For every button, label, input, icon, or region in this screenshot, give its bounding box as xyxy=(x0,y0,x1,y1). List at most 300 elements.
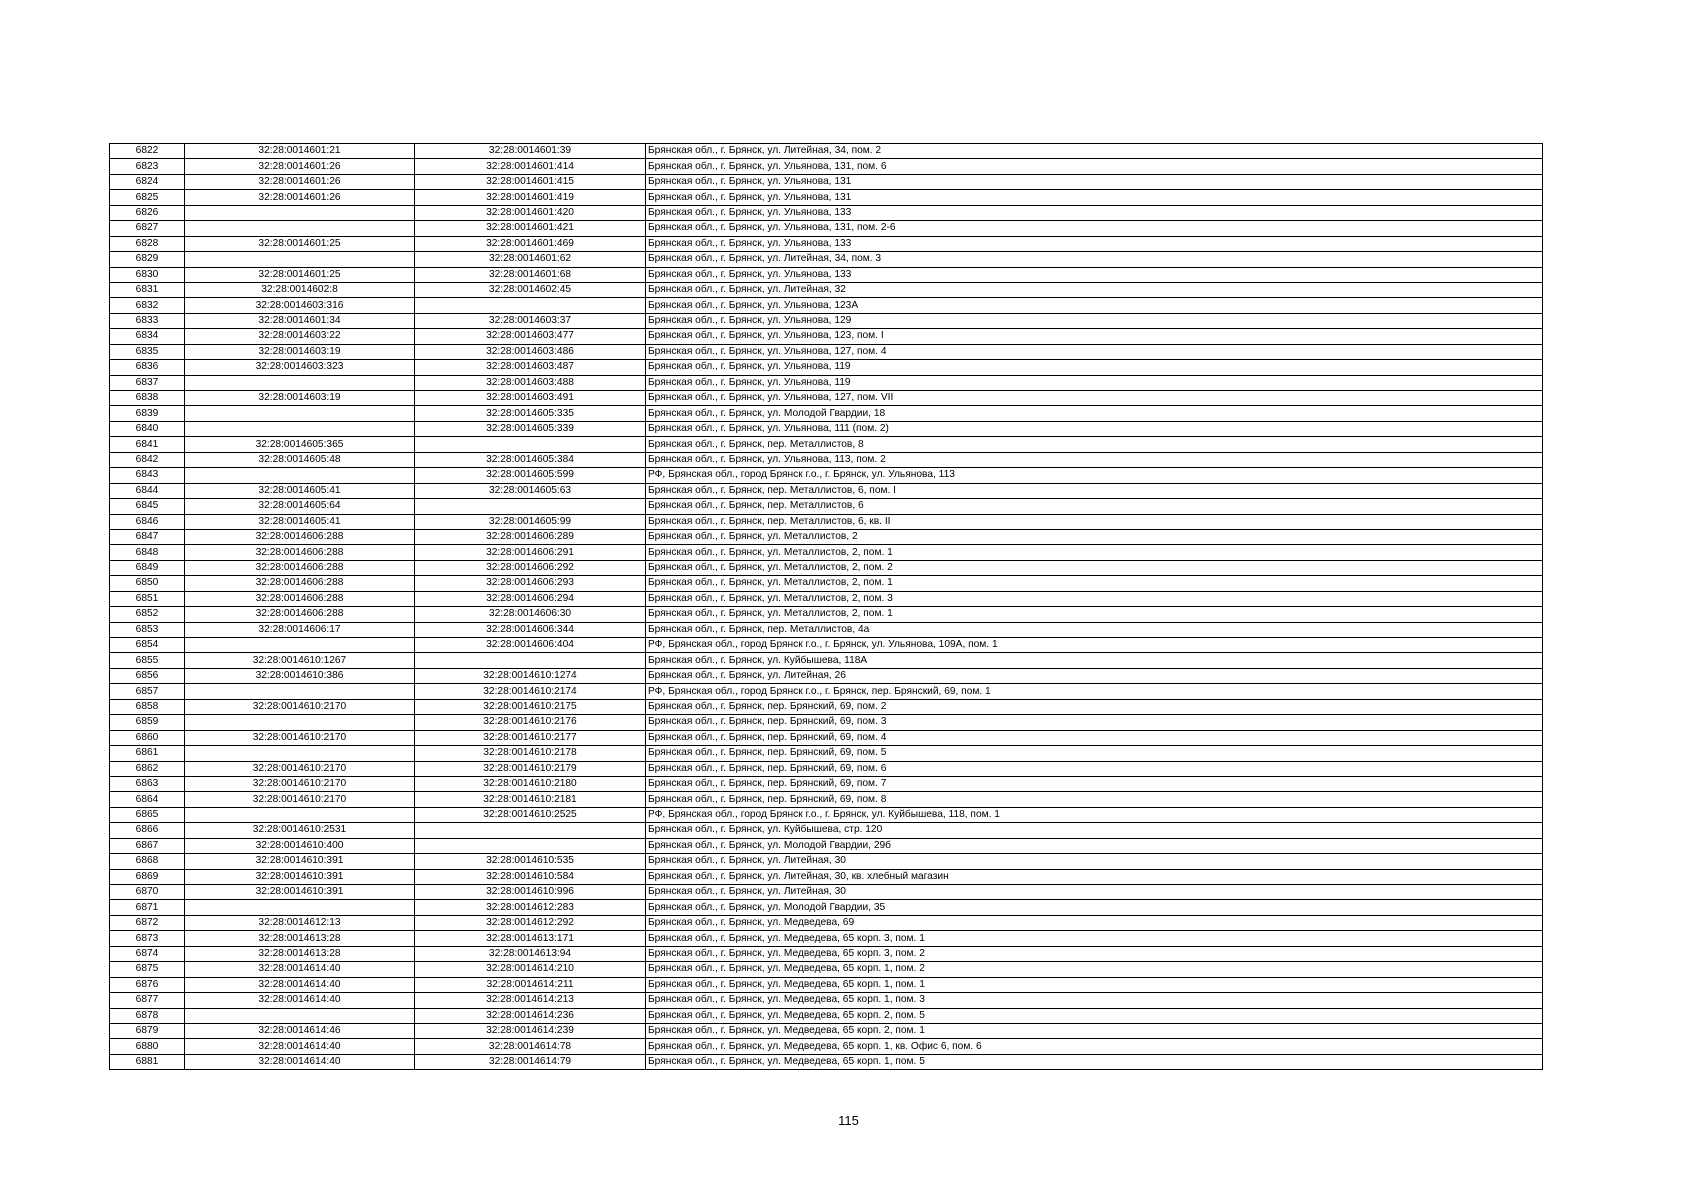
cadastral-number-cell: 32:28:0014606:294 xyxy=(415,591,646,606)
parent-cadastral-number-cell xyxy=(185,638,415,653)
row-number-cell: 6876 xyxy=(110,977,185,992)
table-row xyxy=(110,869,1543,884)
table-row xyxy=(110,807,1543,822)
table-row xyxy=(110,360,1543,375)
cadastral-number-cell xyxy=(415,437,646,452)
table-row xyxy=(110,313,1543,328)
cadastral-number-cell: 32:28:0014605:384 xyxy=(415,452,646,467)
parent-cadastral-number-cell xyxy=(185,205,415,220)
cadastral-number-cell: 32:28:0014614:213 xyxy=(415,993,646,1008)
address-cell: Брянская обл., г. Брянск, ул. Медведева, 65 корп. 1, пом. 2 xyxy=(646,962,1543,977)
address-cell: РФ, Брянская обл., город Брянск г.о., г. Брянск, ул. Ульянова, 109А, пом. 1 xyxy=(646,638,1543,653)
parent-cadastral-number-cell xyxy=(185,468,415,483)
row-number-cell: 6855 xyxy=(110,653,185,668)
table-row xyxy=(110,730,1543,745)
cadastral-number-cell: 32:28:0014606:291 xyxy=(415,545,646,560)
table-row xyxy=(110,931,1543,946)
cadastral-number-cell: 32:28:0014610:2176 xyxy=(415,715,646,730)
cadastral-number-cell: 32:28:0014614:210 xyxy=(415,962,646,977)
address-cell: Брянская обл., г. Брянск, пер. Брянский, 69, пом. 6 xyxy=(646,761,1543,776)
parent-cadastral-number-cell: 32:28:0014605:41 xyxy=(185,514,415,529)
parent-cadastral-number-cell: 32:28:0014606:288 xyxy=(185,529,415,544)
address-cell: Брянская обл., г. Брянск, ул. Ульянова, 131, пом. 6 xyxy=(646,159,1543,174)
address-cell: Брянская обл., г. Брянск, ул. Ульянова, 111 (пом. 2) xyxy=(646,421,1543,436)
parent-cadastral-number-cell xyxy=(185,1008,415,1023)
address-cell: Брянская обл., г. Брянск, ул. Ульянова, 133 xyxy=(646,205,1543,220)
parent-cadastral-number-cell: 32:28:0014601:25 xyxy=(185,267,415,282)
cadastral-number-cell: 32:28:0014601:68 xyxy=(415,267,646,282)
address-cell: Брянская обл., г. Брянск, ул. Ульянова, 123, пом. I xyxy=(646,329,1543,344)
parent-cadastral-number-cell: 32:28:0014610:391 xyxy=(185,854,415,869)
table-row xyxy=(110,391,1543,406)
table-row xyxy=(110,252,1543,267)
cadastral-number-cell: 32:28:0014601:421 xyxy=(415,221,646,236)
table-row xyxy=(110,638,1543,653)
row-number-cell: 6826 xyxy=(110,205,185,220)
parent-cadastral-number-cell: 32:28:0014601:21 xyxy=(185,144,415,159)
cadastral-number-cell: 32:28:0014605:63 xyxy=(415,483,646,498)
table-row xyxy=(110,977,1543,992)
table-row xyxy=(110,684,1543,699)
address-cell: Брянская обл., г. Брянск, ул. Молодой Гвардии, 29б xyxy=(646,838,1543,853)
row-number-cell: 6867 xyxy=(110,838,185,853)
table-row xyxy=(110,746,1543,761)
parent-cadastral-number-cell: 32:28:0014610:2531 xyxy=(185,823,415,838)
parent-cadastral-number-cell: 32:28:0014603:323 xyxy=(185,360,415,375)
address-cell: Брянская обл., г. Брянск, ул. Ульянова, 131, пом. 2-6 xyxy=(646,221,1543,236)
cadastral-number-cell: 32:28:0014606:344 xyxy=(415,622,646,637)
table-row xyxy=(110,576,1543,591)
parent-cadastral-number-cell: 32:28:0014605:48 xyxy=(185,452,415,467)
table-row xyxy=(110,545,1543,560)
address-cell: Брянская обл., г. Брянск, ул. Металлистов, 2, пом. 1 xyxy=(646,576,1543,591)
table-row xyxy=(110,190,1543,205)
table-row xyxy=(110,236,1543,251)
row-number-cell: 6854 xyxy=(110,638,185,653)
table-row xyxy=(110,607,1543,622)
address-cell: Брянская обл., г. Брянск, ул. Медведева, 65 корп. 2, пом. 1 xyxy=(646,1023,1543,1038)
parent-cadastral-number-cell: 32:28:0014605:365 xyxy=(185,437,415,452)
row-number-cell: 6827 xyxy=(110,221,185,236)
table-row xyxy=(110,854,1543,869)
address-cell: Брянская обл., г. Брянск, пер. Металлистов, 6 xyxy=(646,499,1543,514)
table-row xyxy=(110,715,1543,730)
parent-cadastral-number-cell: 32:28:0014606:288 xyxy=(185,576,415,591)
row-number-cell: 6846 xyxy=(110,514,185,529)
cadastral-number-cell: 32:28:0014603:477 xyxy=(415,329,646,344)
address-cell: Брянская обл., г. Брянск, ул. Ульянова, 133 xyxy=(646,267,1543,282)
address-cell: Брянская обл., г. Брянск, ул. Ульянова, 113, пом. 2 xyxy=(646,452,1543,467)
cadastral-number-cell: 32:28:0014606:293 xyxy=(415,576,646,591)
cadastral-number-cell: 32:28:0014614:79 xyxy=(415,1054,646,1069)
row-number-cell: 6836 xyxy=(110,360,185,375)
cadastral-number-cell: 32:28:0014614:236 xyxy=(415,1008,646,1023)
table-row xyxy=(110,437,1543,452)
parent-cadastral-number-cell xyxy=(185,406,415,421)
address-cell: Брянская обл., г. Брянск, ул. Куйбышева, стр. 120 xyxy=(646,823,1543,838)
table-row xyxy=(110,468,1543,483)
row-number-cell: 6852 xyxy=(110,607,185,622)
parent-cadastral-number-cell xyxy=(185,900,415,915)
table-row xyxy=(110,421,1543,436)
parent-cadastral-number-cell: 32:28:0014606:288 xyxy=(185,545,415,560)
cadastral-number-cell: 32:28:0014605:339 xyxy=(415,421,646,436)
row-number-cell: 6834 xyxy=(110,329,185,344)
address-cell: Брянская обл., г. Брянск, пер. Металлистов, 8 xyxy=(646,437,1543,452)
parent-cadastral-number-cell: 32:28:0014606:17 xyxy=(185,622,415,637)
table-row xyxy=(110,915,1543,930)
row-number-cell: 6845 xyxy=(110,499,185,514)
cadastral-number-cell: 32:28:0014603:488 xyxy=(415,375,646,390)
parent-cadastral-number-cell: 32:28:0014603:19 xyxy=(185,391,415,406)
registry-table-body xyxy=(110,144,1543,1070)
table-row xyxy=(110,668,1543,683)
cadastral-number-cell: 32:28:0014601:419 xyxy=(415,190,646,205)
row-number-cell: 6860 xyxy=(110,730,185,745)
table-row xyxy=(110,993,1543,1008)
table-row xyxy=(110,205,1543,220)
address-cell: Брянская обл., г. Брянск, ул. Литейная, 32 xyxy=(646,282,1543,297)
cadastral-number-cell: 32:28:0014606:289 xyxy=(415,529,646,544)
parent-cadastral-number-cell: 32:28:0014610:2170 xyxy=(185,776,415,791)
address-cell: Брянская обл., г. Брянск, ул. Литейная, 34, пом. 2 xyxy=(646,144,1543,159)
table-row xyxy=(110,761,1543,776)
cadastral-number-cell: 32:28:0014610:1274 xyxy=(415,668,646,683)
cadastral-number-cell: 32:28:0014603:491 xyxy=(415,391,646,406)
address-cell: Брянская обл., г. Брянск, ул. Медведева, 65 корп. 3, пом. 1 xyxy=(646,931,1543,946)
row-number-cell: 6824 xyxy=(110,174,185,189)
parent-cadastral-number-cell xyxy=(185,715,415,730)
table-row xyxy=(110,1008,1543,1023)
row-number-cell: 6862 xyxy=(110,761,185,776)
parent-cadastral-number-cell: 32:28:0014610:386 xyxy=(185,668,415,683)
row-number-cell: 6839 xyxy=(110,406,185,421)
row-number-cell: 6838 xyxy=(110,391,185,406)
address-cell: Брянская обл., г. Брянск, ул. Металлистов, 2, пом. 3 xyxy=(646,591,1543,606)
cadastral-number-cell: 32:28:0014602:45 xyxy=(415,282,646,297)
cadastral-number-cell: 32:28:0014601:415 xyxy=(415,174,646,189)
row-number-cell: 6841 xyxy=(110,437,185,452)
row-number-cell: 6873 xyxy=(110,931,185,946)
row-number-cell: 6842 xyxy=(110,452,185,467)
cadastral-number-cell: 32:28:0014612:292 xyxy=(415,915,646,930)
row-number-cell: 6869 xyxy=(110,869,185,884)
row-number-cell: 6865 xyxy=(110,807,185,822)
row-number-cell: 6880 xyxy=(110,1039,185,1054)
parent-cadastral-number-cell: 32:28:0014610:2170 xyxy=(185,761,415,776)
table-row xyxy=(110,221,1543,236)
address-cell: Брянская обл., г. Брянск, ул. Ульянова, 127, пом. 4 xyxy=(646,344,1543,359)
table-row xyxy=(110,159,1543,174)
table-row xyxy=(110,529,1543,544)
address-cell: Брянская обл., г. Брянск, пер. Брянский, 69, пом. 7 xyxy=(646,776,1543,791)
table-row xyxy=(110,1023,1543,1038)
row-number-cell: 6875 xyxy=(110,962,185,977)
cadastral-number-cell: 32:28:0014614:211 xyxy=(415,977,646,992)
row-number-cell: 6858 xyxy=(110,699,185,714)
table-row xyxy=(110,699,1543,714)
parent-cadastral-number-cell: 32:28:0014610:2170 xyxy=(185,792,415,807)
cadastral-number-cell: 32:28:0014613:94 xyxy=(415,946,646,961)
row-number-cell: 6848 xyxy=(110,545,185,560)
cadastral-number-cell: 32:28:0014610:2179 xyxy=(415,761,646,776)
row-number-cell: 6843 xyxy=(110,468,185,483)
table-row xyxy=(110,838,1543,853)
row-number-cell: 6823 xyxy=(110,159,185,174)
cadastral-number-cell: 32:28:0014610:2175 xyxy=(415,699,646,714)
address-cell: Брянская обл., г. Брянск, пер. Брянский, 69, пом. 5 xyxy=(646,746,1543,761)
parent-cadastral-number-cell: 32:28:0014601:26 xyxy=(185,174,415,189)
row-number-cell: 6861 xyxy=(110,746,185,761)
parent-cadastral-number-cell: 32:28:0014614:40 xyxy=(185,993,415,1008)
table-row xyxy=(110,823,1543,838)
address-cell: Брянская обл., г. Брянск, ул. Ульянова, 119 xyxy=(646,375,1543,390)
parent-cadastral-number-cell: 32:28:0014614:40 xyxy=(185,962,415,977)
parent-cadastral-number-cell: 32:28:0014612:13 xyxy=(185,915,415,930)
address-cell: Брянская обл., г. Брянск, ул. Литейная, 34, пом. 3 xyxy=(646,252,1543,267)
row-number-cell: 6856 xyxy=(110,668,185,683)
cadastral-number-cell: 32:28:0014613:171 xyxy=(415,931,646,946)
address-cell: Брянская обл., г. Брянск, ул. Медведева, 65 корп. 3, пом. 2 xyxy=(646,946,1543,961)
row-number-cell: 6881 xyxy=(110,1054,185,1069)
row-number-cell: 6849 xyxy=(110,560,185,575)
parent-cadastral-number-cell: 32:28:0014614:40 xyxy=(185,1039,415,1054)
address-cell: Брянская обл., г. Брянск, ул. Ульянова, 127, пом. VII xyxy=(646,391,1543,406)
parent-cadastral-number-cell: 32:28:0014610:400 xyxy=(185,838,415,853)
parent-cadastral-number-cell: 32:28:0014606:288 xyxy=(185,607,415,622)
row-number-cell: 6877 xyxy=(110,993,185,1008)
table-row xyxy=(110,514,1543,529)
row-number-cell: 6871 xyxy=(110,900,185,915)
row-number-cell: 6828 xyxy=(110,236,185,251)
parent-cadastral-number-cell: 32:28:0014601:26 xyxy=(185,159,415,174)
cadastral-number-cell: 32:28:0014612:283 xyxy=(415,900,646,915)
cadastral-number-cell: 32:28:0014610:996 xyxy=(415,885,646,900)
cadastral-number-cell xyxy=(415,823,646,838)
parent-cadastral-number-cell: 32:28:0014610:2170 xyxy=(185,730,415,745)
row-number-cell: 6878 xyxy=(110,1008,185,1023)
table-row xyxy=(110,1039,1543,1054)
address-cell: Брянская обл., г. Брянск, ул. Металлистов, 2, пом. 1 xyxy=(646,545,1543,560)
cadastral-number-cell: 32:28:0014610:2177 xyxy=(415,730,646,745)
parent-cadastral-number-cell: 32:28:0014605:41 xyxy=(185,483,415,498)
cadastral-number-cell: 32:28:0014610:2180 xyxy=(415,776,646,791)
cadastral-number-cell: 32:28:0014601:420 xyxy=(415,205,646,220)
row-number-cell: 6864 xyxy=(110,792,185,807)
parent-cadastral-number-cell: 32:28:0014606:288 xyxy=(185,591,415,606)
table-row xyxy=(110,900,1543,915)
table-row xyxy=(110,452,1543,467)
address-cell: Брянская обл., г. Брянск, пер. Брянский, 69, пом. 8 xyxy=(646,792,1543,807)
address-cell: РФ, Брянская обл., город Брянск г.о., г. Брянск, пер. Брянский, 69, пом. 1 xyxy=(646,684,1543,699)
address-cell: Брянская обл., г. Брянск, ул. Ульянова, 131 xyxy=(646,174,1543,189)
row-number-cell: 6833 xyxy=(110,313,185,328)
address-cell: Брянская обл., г. Брянск, ул. Литейная, 30, кв. хлебный магазин xyxy=(646,869,1543,884)
cadastral-number-cell: 32:28:0014614:239 xyxy=(415,1023,646,1038)
address-cell: Брянская обл., г. Брянск, ул. Металлистов, 2 xyxy=(646,529,1543,544)
cadastral-number-cell: 32:28:0014606:292 xyxy=(415,560,646,575)
row-number-cell: 6874 xyxy=(110,946,185,961)
table-row xyxy=(110,560,1543,575)
cadastral-number-cell: 32:28:0014614:78 xyxy=(415,1039,646,1054)
table-row xyxy=(110,591,1543,606)
row-number-cell: 6859 xyxy=(110,715,185,730)
cadastral-number-cell: 32:28:0014606:404 xyxy=(415,638,646,653)
parent-cadastral-number-cell xyxy=(185,421,415,436)
property-registry-table xyxy=(109,143,1543,1070)
cadastral-number-cell: 32:28:0014606:30 xyxy=(415,607,646,622)
row-number-cell: 6822 xyxy=(110,144,185,159)
table-row xyxy=(110,375,1543,390)
address-cell: Брянская обл., г. Брянск, ул. Медведева, 65 корп. 1, пом. 5 xyxy=(646,1054,1543,1069)
row-number-cell: 6870 xyxy=(110,885,185,900)
table-row xyxy=(110,653,1543,668)
row-number-cell: 6832 xyxy=(110,298,185,313)
address-cell: Брянская обл., г. Брянск, ул. Молодой Гвардии, 35 xyxy=(646,900,1543,915)
row-number-cell: 6853 xyxy=(110,622,185,637)
address-cell: РФ, Брянская обл., город Брянск г.о., г. Брянск, ул. Ульянова, 113 xyxy=(646,468,1543,483)
cadastral-number-cell: 32:28:0014605:335 xyxy=(415,406,646,421)
table-row xyxy=(110,1054,1543,1069)
parent-cadastral-number-cell: 32:28:0014601:25 xyxy=(185,236,415,251)
parent-cadastral-number-cell: 32:28:0014610:2170 xyxy=(185,699,415,714)
cadastral-number-cell: 32:28:0014603:486 xyxy=(415,344,646,359)
table-row xyxy=(110,282,1543,297)
address-cell: Брянская обл., г. Брянск, ул. Ульянова, 133 xyxy=(646,236,1543,251)
parent-cadastral-number-cell: 32:28:0014606:288 xyxy=(185,560,415,575)
address-cell: Брянская обл., г. Брянск, пер. Металлистов, 6, кв. II xyxy=(646,514,1543,529)
parent-cadastral-number-cell xyxy=(185,807,415,822)
parent-cadastral-number-cell: 32:28:0014614:40 xyxy=(185,1054,415,1069)
address-cell: Брянская обл., г. Брянск, ул. Ульянова, 119 xyxy=(646,360,1543,375)
address-cell: Брянская обл., г. Брянск, пер. Металлистов, 6, пом. I xyxy=(646,483,1543,498)
parent-cadastral-number-cell: 32:28:0014613:28 xyxy=(185,931,415,946)
parent-cadastral-number-cell: 32:28:0014610:391 xyxy=(185,869,415,884)
cadastral-number-cell: 32:28:0014610:2181 xyxy=(415,792,646,807)
address-cell: РФ, Брянская обл., город Брянск г.о., г. Брянск, ул. Куйбышева, 118, пом. 1 xyxy=(646,807,1543,822)
cadastral-number-cell xyxy=(415,838,646,853)
row-number-cell: 6830 xyxy=(110,267,185,282)
table-row xyxy=(110,298,1543,313)
parent-cadastral-number-cell: 32:28:0014601:26 xyxy=(185,190,415,205)
address-cell: Брянская обл., г. Брянск, ул. Литейная, 26 xyxy=(646,668,1543,683)
address-cell: Брянская обл., г. Брянск, ул. Литейная, 30 xyxy=(646,854,1543,869)
cadastral-number-cell: 32:28:0014610:2178 xyxy=(415,746,646,761)
cadastral-number-cell: 32:28:0014610:2525 xyxy=(415,807,646,822)
parent-cadastral-number-cell: 32:28:0014614:40 xyxy=(185,977,415,992)
cadastral-number-cell: 32:28:0014603:37 xyxy=(415,313,646,328)
table-row xyxy=(110,885,1543,900)
cadastral-number-cell: 32:28:0014605:599 xyxy=(415,468,646,483)
cadastral-number-cell: 32:28:0014605:99 xyxy=(415,514,646,529)
row-number-cell: 6835 xyxy=(110,344,185,359)
table-row xyxy=(110,406,1543,421)
table-row xyxy=(110,267,1543,282)
row-number-cell: 6857 xyxy=(110,684,185,699)
cadastral-number-cell: 32:28:0014610:584 xyxy=(415,869,646,884)
address-cell: Брянская обл., г. Брянск, ул. Ульянова, 123А xyxy=(646,298,1543,313)
row-number-cell: 6863 xyxy=(110,776,185,791)
table-row xyxy=(110,329,1543,344)
parent-cadastral-number-cell: 32:28:0014610:1267 xyxy=(185,653,415,668)
table-row xyxy=(110,483,1543,498)
cadastral-number-cell: 32:28:0014601:39 xyxy=(415,144,646,159)
parent-cadastral-number-cell: 32:28:0014601:34 xyxy=(185,313,415,328)
parent-cadastral-number-cell: 32:28:0014603:316 xyxy=(185,298,415,313)
cadastral-number-cell: 32:28:0014610:2174 xyxy=(415,684,646,699)
address-cell: Брянская обл., г. Брянск, ул. Ульянова, 129 xyxy=(646,313,1543,328)
parent-cadastral-number-cell: 32:28:0014602:8 xyxy=(185,282,415,297)
page-number: 115 xyxy=(838,1113,859,1128)
cadastral-number-cell: 32:28:0014601:62 xyxy=(415,252,646,267)
cadastral-number-cell: 32:28:0014610:535 xyxy=(415,854,646,869)
table-row xyxy=(110,792,1543,807)
parent-cadastral-number-cell xyxy=(185,252,415,267)
address-cell: Брянская обл., г. Брянск, пер. Брянский, 69, пом. 2 xyxy=(646,699,1543,714)
row-number-cell: 6829 xyxy=(110,252,185,267)
table-row xyxy=(110,946,1543,961)
address-cell: Брянская обл., г. Брянск, ул. Литейная, 30 xyxy=(646,885,1543,900)
row-number-cell: 6837 xyxy=(110,375,185,390)
row-number-cell: 6850 xyxy=(110,576,185,591)
address-cell: Брянская обл., г. Брянск, пер. Металлистов, 4а xyxy=(646,622,1543,637)
address-cell: Брянская обл., г. Брянск, ул. Металлистов, 2, пом. 1 xyxy=(646,607,1543,622)
address-cell: Брянская обл., г. Брянск, ул. Медведева, 69 xyxy=(646,915,1543,930)
row-number-cell: 6825 xyxy=(110,190,185,205)
address-cell: Брянская обл., г. Брянск, ул. Куйбышева, 118А xyxy=(646,653,1543,668)
address-cell: Брянская обл., г. Брянск, ул. Медведева, 65 корп. 1, пом. 1 xyxy=(646,977,1543,992)
row-number-cell: 6866 xyxy=(110,823,185,838)
address-cell: Брянская обл., г. Брянск, ул. Молодой Гвардии, 18 xyxy=(646,406,1543,421)
table-row xyxy=(110,962,1543,977)
row-number-cell: 6840 xyxy=(110,421,185,436)
parent-cadastral-number-cell: 32:28:0014610:391 xyxy=(185,885,415,900)
address-cell: Брянская обл., г. Брянск, ул. Ульянова, 131 xyxy=(646,190,1543,205)
parent-cadastral-number-cell: 32:28:0014613:28 xyxy=(185,946,415,961)
parent-cadastral-number-cell xyxy=(185,746,415,761)
parent-cadastral-number-cell xyxy=(185,221,415,236)
table-row xyxy=(110,622,1543,637)
address-cell: Брянская обл., г. Брянск, ул. Медведева, 65 корп. 1, кв. Офис 6, пом. 6 xyxy=(646,1039,1543,1054)
row-number-cell: 6847 xyxy=(110,529,185,544)
row-number-cell: 6872 xyxy=(110,915,185,930)
parent-cadastral-number-cell xyxy=(185,684,415,699)
cadastral-number-cell xyxy=(415,499,646,514)
table-row xyxy=(110,776,1543,791)
address-cell: Брянская обл., г. Брянск, ул. Металлистов, 2, пом. 2 xyxy=(646,560,1543,575)
row-number-cell: 6844 xyxy=(110,483,185,498)
table-row xyxy=(110,499,1543,514)
cadastral-number-cell: 32:28:0014603:487 xyxy=(415,360,646,375)
table-row xyxy=(110,174,1543,189)
row-number-cell: 6831 xyxy=(110,282,185,297)
cadastral-number-cell: 32:28:0014601:469 xyxy=(415,236,646,251)
parent-cadastral-number-cell: 32:28:0014614:46 xyxy=(185,1023,415,1038)
parent-cadastral-number-cell xyxy=(185,375,415,390)
address-cell: Брянская обл., г. Брянск, пер. Брянский, 69, пом. 3 xyxy=(646,715,1543,730)
row-number-cell: 6868 xyxy=(110,854,185,869)
address-cell: Брянская обл., г. Брянск, ул. Медведева, 65 корп. 1, пом. 3 xyxy=(646,993,1543,1008)
parent-cadastral-number-cell: 32:28:0014603:19 xyxy=(185,344,415,359)
table-row xyxy=(110,144,1543,159)
address-cell: Брянская обл., г. Брянск, пер. Брянский, 69, пом. 4 xyxy=(646,730,1543,745)
address-cell: Брянская обл., г. Брянск, ул. Медведева, 65 корп. 2, пом. 5 xyxy=(646,1008,1543,1023)
cadastral-number-cell xyxy=(415,298,646,313)
row-number-cell: 6879 xyxy=(110,1023,185,1038)
cadastral-number-cell: 32:28:0014601:414 xyxy=(415,159,646,174)
cadastral-number-cell xyxy=(415,653,646,668)
parent-cadastral-number-cell: 32:28:0014605:64 xyxy=(185,499,415,514)
